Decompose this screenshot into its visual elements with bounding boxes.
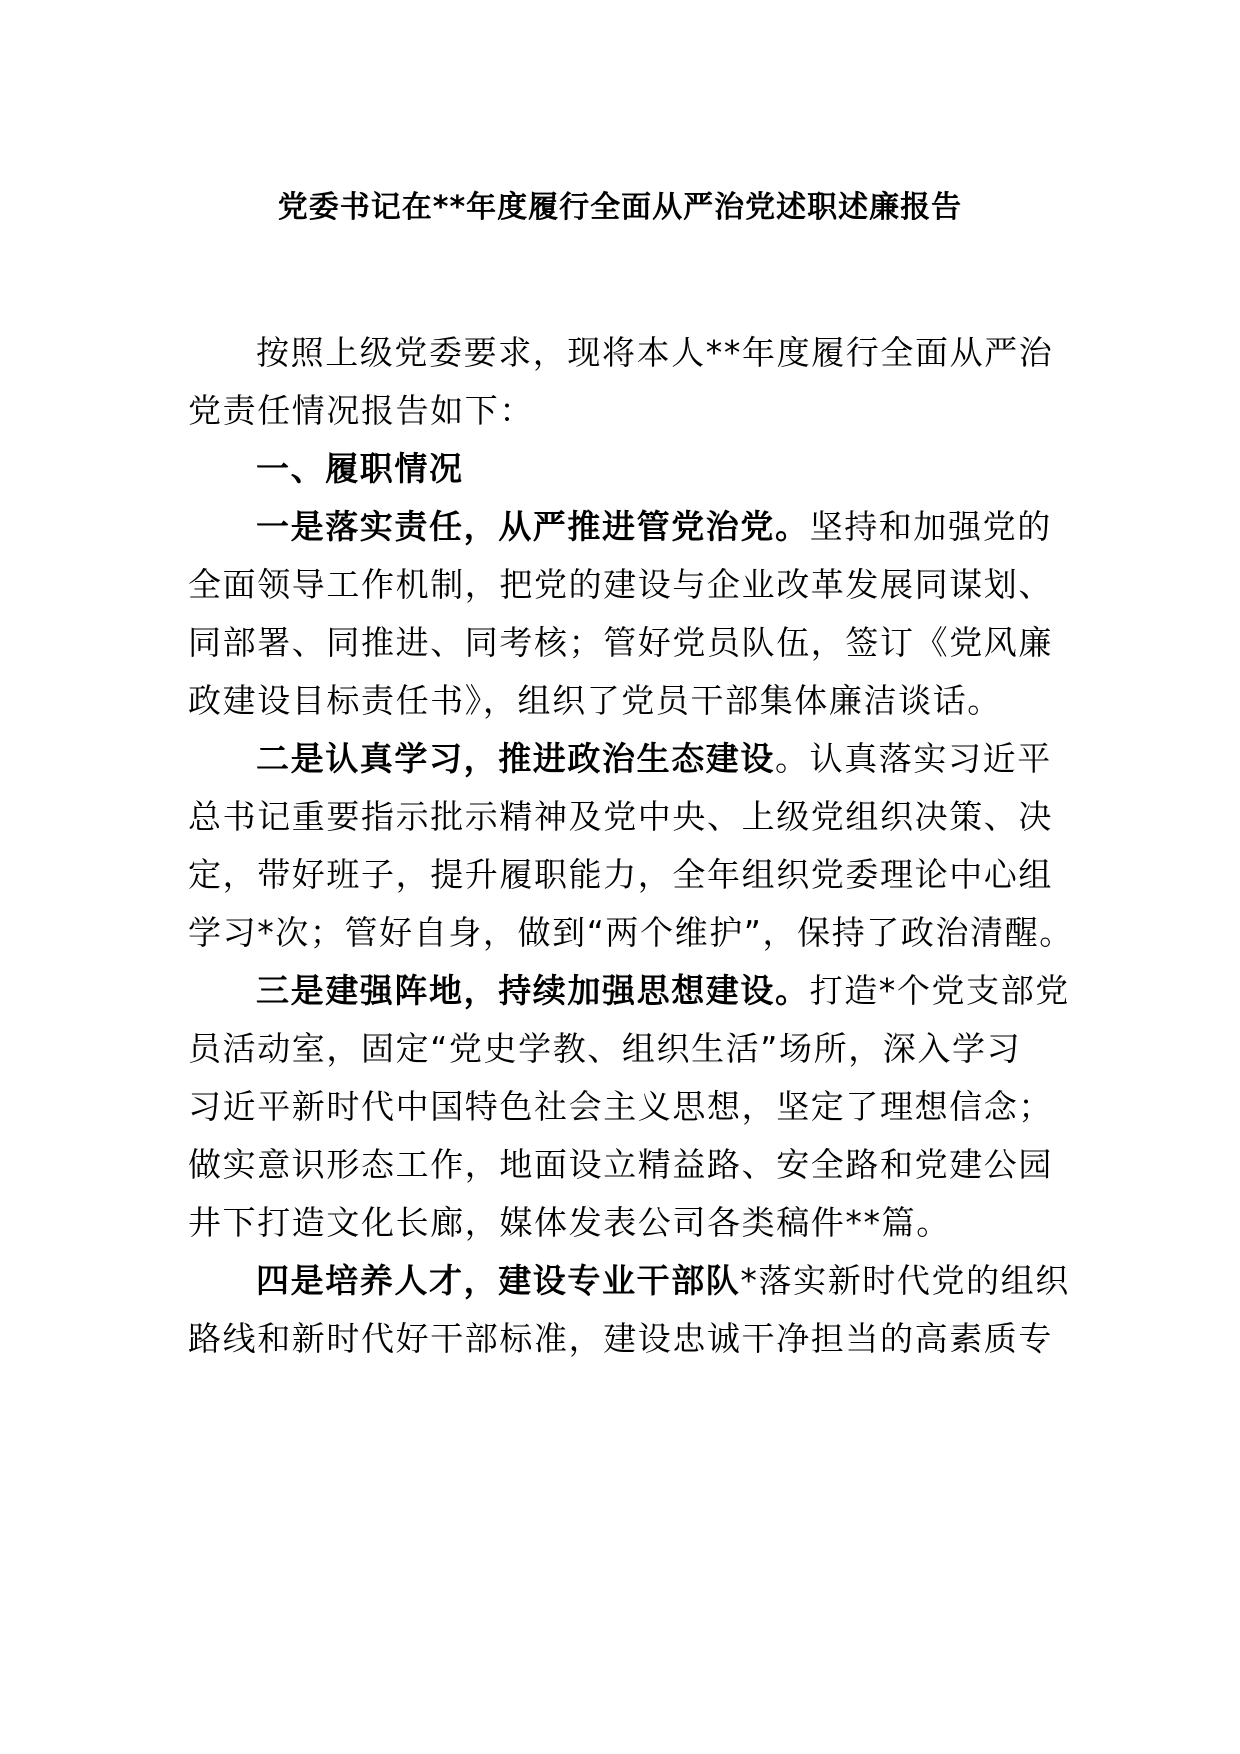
paragraph-lead: 四是培养人才，建设专业干部队 bbox=[256, 1261, 741, 1300]
section-heading-text: 一、履职情况 bbox=[256, 449, 464, 488]
paragraph-text: *落实新时代党的组织 bbox=[740, 1261, 1070, 1300]
section-heading bbox=[188, 440, 1068, 498]
paragraph-first-line bbox=[188, 1252, 1068, 1310]
paragraph-line: 路线和新时代好干部标准，建设忠诚干净担当的高素质专 bbox=[188, 1319, 1053, 1358]
paragraph-line: 井下打造文化长廊，媒体发表公司各类稿件**篇。 bbox=[188, 1203, 951, 1242]
paragraph-line: 同部署、同推进、同考核；管好党员队伍，签订《党风廉 bbox=[188, 623, 1053, 662]
intro-line: 党责任情况报告如下： bbox=[188, 391, 534, 430]
paragraph-line: 政建设目标责任书》，组织了党员干部集体廉洁谈话。 bbox=[188, 681, 1002, 720]
paragraph-text: 坚持和加强党的 bbox=[809, 507, 1052, 546]
paragraph-text: 打造*个党支部党 bbox=[809, 971, 1070, 1010]
paragraph-line: 定，带好班子，提升履职能力，全年组织党委理论中心组 bbox=[188, 855, 1053, 894]
paragraph-line: 全面领导工作机制，把党的建设与企业改革发展同谋划、 bbox=[188, 565, 1053, 604]
paragraph-line: 做实意识形态工作，地面设立精益路、安全路和党建公园 bbox=[188, 1145, 1053, 1184]
paragraph-text: 。认真落实习近平 bbox=[775, 739, 1052, 778]
paragraph-line: 总书记重要指示批示精神及党中央、上级党组织决策、决 bbox=[188, 797, 1053, 836]
paragraph-first-line bbox=[188, 498, 1068, 556]
paragraph-line: 学习*次；管好自身，做到“两个维护”，保持了政治清醒。 bbox=[188, 913, 1074, 952]
paragraph-line: 员活动室，固定“党史学教、组织生活”场所，深入学习 bbox=[188, 1029, 1022, 1068]
paragraph-lead: 三是建强阵地，持续加强思想建设。 bbox=[256, 971, 810, 1010]
paragraph-line: 习近平新时代中国特色社会主义思想，坚定了理想信念； bbox=[188, 1087, 1053, 1126]
paragraph-first-line bbox=[188, 962, 1068, 1020]
document-title: 党委书记在**年度履行全面从严治党述职述廉报告 bbox=[277, 190, 963, 225]
paragraph-lead: 一是落实责任，从严推进管党治党。 bbox=[256, 507, 810, 546]
document-body bbox=[188, 324, 1074, 1368]
paragraph-lead: 二是认真学习，推进政治生态建设 bbox=[256, 739, 775, 778]
paragraph-first-line bbox=[188, 730, 1068, 788]
intro-line: 按照上级党委要求，现将本人**年度履行全面从严治 bbox=[256, 333, 1054, 372]
